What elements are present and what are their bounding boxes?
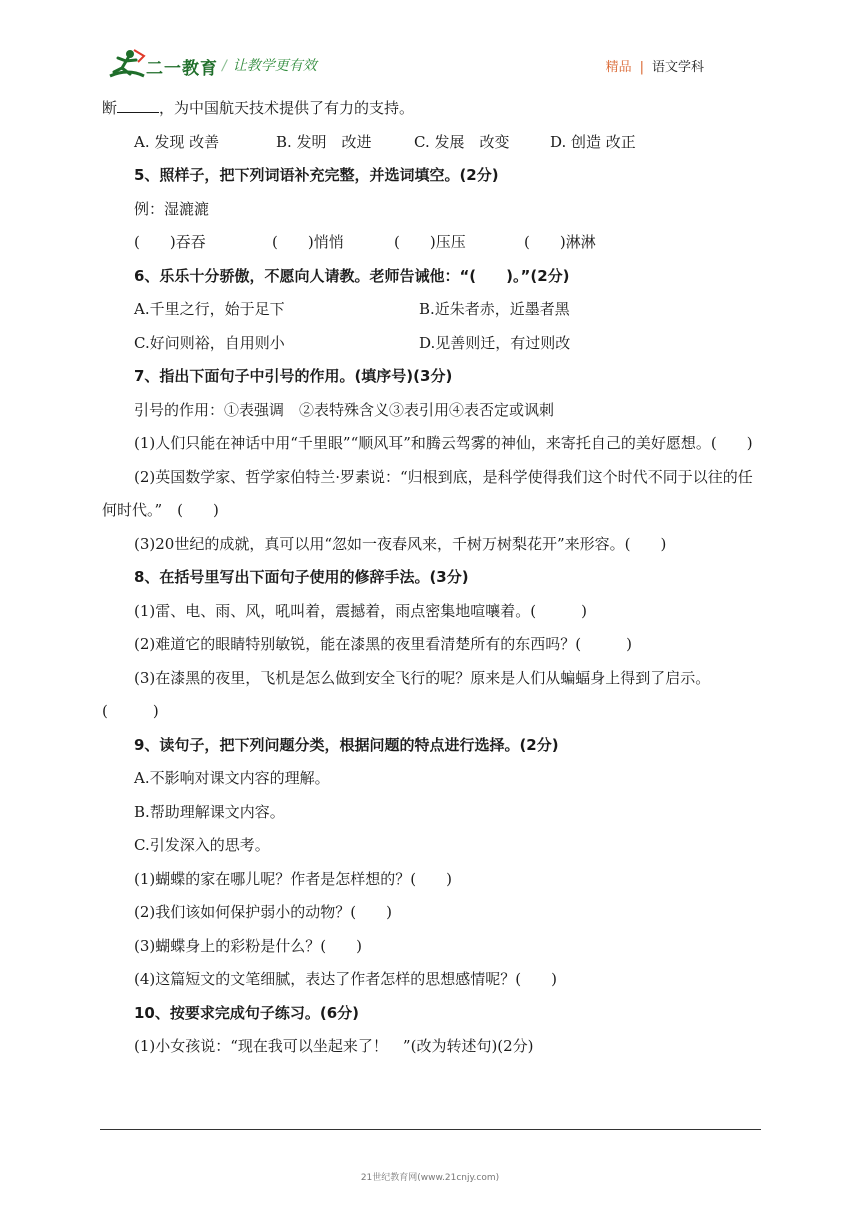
q5-blank-d: ( )淋淋 — [524, 233, 596, 251]
q5-blank-b: ( )悄悄 — [272, 233, 344, 251]
question-6: 6、乐乐十分骄傲，不愿向人请教。老师告诫他：“( )。”(2分) — [134, 266, 570, 285]
slogan: / 让教学更有效 — [222, 58, 317, 74]
q5-example: 例：湿漉漉 — [134, 199, 210, 218]
question-9: 9、读句子，把下列问题分类，根据问题的特点进行选择。(2分) — [134, 735, 559, 754]
fill-blank — [117, 94, 159, 113]
option-d: D. 创造 改正 — [550, 132, 636, 151]
q7-item-2: (2)英国数学家、哲学家伯特兰·罗素说：“归根到底，是科学使得我们这个时代不同于以往的任何时代。” ( ) — [102, 467, 753, 519]
q9-item-2: (2)我们该如何保护弱小的动物？( ) — [134, 903, 392, 921]
q9-item-1: (1)蝴蝶的家在哪儿呢？作者是怎样想的？( ) — [134, 869, 452, 888]
slogan-text: 让教学更有效 — [232, 58, 317, 74]
q8-item-3: (3)在漆黑的夜里，飞机是怎么做到安全飞行的呢？原来是人们从蝙蝠身上得到了启示。( ) — [102, 668, 711, 720]
footer-divider — [100, 1129, 761, 1130]
q5-blanks — [102, 226, 762, 260]
question-7: 7、指出下面句子中引号的作用。(填序号)(3分) — [134, 367, 453, 385]
option-c: C. 发展 改变 — [414, 132, 510, 151]
q6-option-d: D.见善则迁，有过则改 — [419, 333, 571, 352]
q9-choice-b: B.帮助理解课文内容。 — [134, 802, 285, 821]
header-tags — [606, 56, 704, 75]
q6-option-c: C.好问则裕，自用则小 — [134, 333, 285, 352]
tag-premium: 精品 — [605, 60, 632, 75]
q6-options-row2 — [102, 327, 762, 361]
page-footer: 21世纪教育网(www.21cnjy.com) — [360, 1173, 500, 1183]
q6-options-row1 — [102, 293, 762, 327]
q8-item-1: (1)雷、电、雨、风，吼叫着，震撼着，雨点密集地喧嚷着。( ) — [134, 601, 587, 620]
question-5: 5、照样子，把下列词语补充完整，并选词填空。(2分) — [134, 166, 499, 184]
question-10: 10、按要求完成句子练习。(6分) — [134, 1003, 360, 1022]
q7-item-3: (3)20世纪的成就，真可以用“忽如一夜春风来，千树万树梨花开”来形容。( ) — [134, 534, 667, 553]
q8-item-2: (2)难道它的眼睛特别敏锐，能在漆黑的夜里看清楚所有的东西吗？( ) — [134, 635, 632, 653]
q9-item-4: (4)这篇短文的文笔细腻，表达了作者怎样的思想感情呢？( ) — [134, 970, 557, 988]
q9-choice-c: C.引发深入的思考。 — [134, 836, 270, 854]
q5-blank-c: ( )压压 — [394, 233, 466, 251]
q6-option-a: A.千里之行，始于足下 — [134, 300, 285, 318]
line-continuation: 断 ，为中国航天技术提供了有力的支持。 — [102, 92, 762, 126]
page-header — [0, 0, 860, 100]
exam-content — [102, 92, 762, 1064]
q9-item-3: (3)蝴蝶身上的彩粉是什么？( ) — [134, 936, 362, 955]
option-a: A. 发现 改善 — [134, 132, 220, 151]
q7-item-1: (1)人们只能在神话中用“千里眼”“顺风耳”和腾云驾雾的神仙，来寄托自己的美好愿想。( ) — [134, 434, 753, 452]
q6-option-b: B.近朱者赤，近墨者黑 — [419, 300, 570, 318]
q4-options — [102, 126, 762, 160]
option-b: B. 发明 改进 — [276, 132, 372, 151]
tag-subject: 语文学科 — [651, 60, 704, 75]
tag-separator: | — [639, 60, 644, 75]
q10-item-1: (1)小女孩说：“现在我可以坐起来了！ ”(改为转述句)(2分) — [134, 1037, 534, 1055]
q7-hint: 引号的作用：①表强调 ②表特殊含义③表引用④表否定或讽刺 — [134, 400, 555, 419]
q5-blank-a: ( )吞吞 — [134, 233, 206, 251]
q9-choice-a: A.不影响对课文内容的理解。 — [134, 769, 330, 787]
question-8: 8、在括号里写出下面句子使用的修辞手法。(3分) — [134, 568, 469, 586]
logo-text: 二一教育 — [146, 59, 218, 79]
